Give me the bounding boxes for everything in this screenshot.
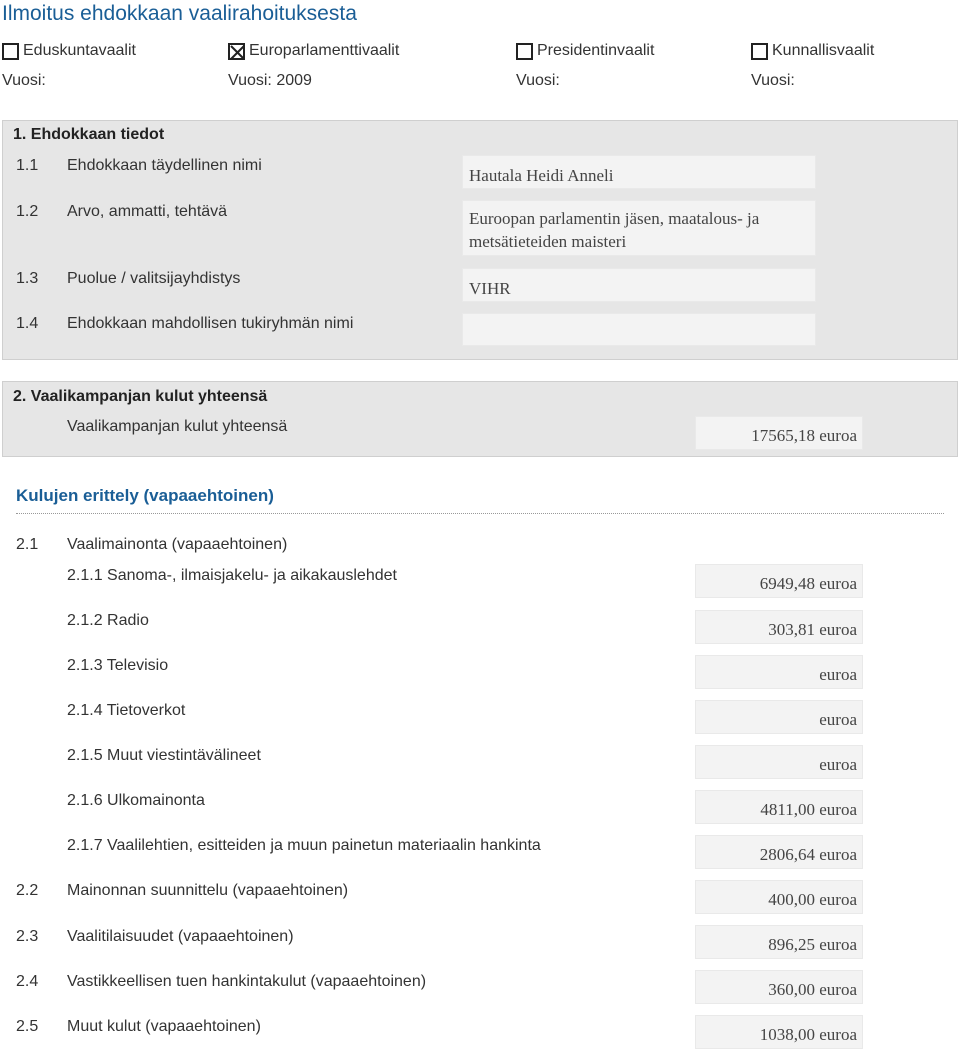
document-title: Ilmoitus ehdokkaan vaalirahoituksesta: [2, 2, 357, 25]
amount-field[interactable]: [695, 745, 863, 779]
checkbox-presidentinvaalit[interactable]: [516, 40, 654, 62]
year-eduskuntavaalit: Vuosi:: [2, 72, 46, 89]
row-label: Ehdokkaan täydellinen nimi: [67, 157, 262, 174]
row-label: Vaalitilaisuudet (vapaaehtoinen): [67, 928, 294, 945]
amount-value: 2806,64 euroa: [759, 845, 857, 864]
row-number: 2.2: [16, 882, 39, 899]
year-kunnallisvaalit: Vuosi:: [751, 72, 795, 89]
sub-item-label: 2.1.3 Televisio: [67, 657, 169, 674]
candidate-name-field[interactable]: [462, 155, 816, 189]
divider: [16, 513, 944, 514]
amount-field[interactable]: [695, 655, 863, 689]
checkbox-kunnallisvaalit[interactable]: [751, 40, 874, 62]
amount-value: euroa: [819, 665, 857, 684]
checkbox-label: Presidentinvaalit: [537, 42, 655, 59]
row-number: 1.4: [16, 315, 39, 332]
row-number: 2.3: [16, 928, 39, 945]
section-heading: 2. Vaalikampanjan kulut yhteensä: [13, 388, 268, 405]
field-value-line-1: Euroopan parlamentin jäsen, maatalous- ja: [469, 209, 760, 228]
row-label: Mainonnan suunnittelu (vapaaehtoinen): [67, 882, 349, 899]
row-label: Ehdokkaan mahdollisen tukiryhmän nimi: [67, 315, 354, 332]
amount-field[interactable]: [695, 835, 863, 869]
row-number: 1.2: [16, 203, 39, 220]
row-label: Vaalimainonta (vapaaehtoinen): [67, 536, 288, 553]
row-label: Vastikkeellisen tuen hankintakulut (vapaaehtoinen): [67, 973, 427, 990]
amount-field[interactable]: [695, 790, 863, 824]
checkbox-label: Eduskuntavaalit: [23, 42, 136, 59]
support-group-field[interactable]: [462, 313, 816, 346]
sub-item-label: 2.1.2 Radio: [67, 612, 149, 629]
amount-field[interactable]: [695, 564, 863, 598]
sub-item-label: 2.1.5 Muut viestintävälineet: [67, 747, 261, 764]
amount-field[interactable]: [695, 1015, 863, 1049]
amount-field[interactable]: [695, 700, 863, 734]
checkbox-europarlamenttivaalit[interactable]: [228, 40, 399, 62]
sub-item-label: 2.1.4 Tietoverkot: [67, 702, 186, 719]
row-number: 2.1: [16, 536, 39, 553]
row-label: Muut kulut (vapaaehtoinen): [67, 1018, 261, 1035]
amount-field[interactable]: [695, 970, 863, 1004]
amount-value: 17565,18 euroa: [751, 426, 857, 445]
sub-item-label: 2.1.6 Ulkomainonta: [67, 792, 205, 809]
checkbox-checked-icon: [228, 43, 245, 60]
breakdown-title: Kulujen erittely (vapaaehtoinen): [16, 486, 274, 505]
sub-item-label: 2.1.1 Sanoma-, ilmaisjakelu- ja aikakauslehdet: [67, 567, 397, 584]
row-label: Arvo, ammatti, tehtävä: [67, 203, 228, 220]
amount-field[interactable]: [695, 925, 863, 959]
year-presidentinvaalit: Vuosi:: [516, 72, 560, 89]
row-label: Puolue / valitsijayhdistys: [67, 270, 241, 287]
checkbox-label: Europarlamenttivaalit: [249, 42, 400, 59]
amount-field[interactable]: [695, 610, 863, 644]
checkbox-unchecked-icon: [751, 43, 768, 60]
row-number: 1.1: [16, 157, 39, 174]
checkbox-label: Kunnallisvaalit: [772, 42, 875, 59]
amount-value: 400,00 euroa: [768, 890, 857, 909]
field-value: Hautala Heidi Anneli: [469, 166, 614, 185]
checkbox-unchecked-icon: [516, 43, 533, 60]
amount-value: 1038,00 euroa: [759, 1025, 857, 1044]
row-number: 2.5: [16, 1018, 39, 1035]
amount-value: euroa: [819, 755, 857, 774]
amount-value: 896,25 euroa: [768, 935, 857, 954]
field-value-line-2: metsätieteiden maisteri: [469, 232, 627, 251]
checkbox-eduskuntavaalit[interactable]: [2, 40, 136, 62]
total-costs-label: Vaalikampanjan kulut yhteensä: [67, 418, 288, 435]
sub-item-label: 2.1.7 Vaalilehtien, esitteiden ja muun painetun materiaalin hankinta: [67, 837, 541, 854]
amount-field[interactable]: [695, 880, 863, 914]
year-europarlamenttivaalit: Vuosi: 2009: [228, 72, 312, 89]
amount-value: 360,00 euroa: [768, 980, 857, 999]
party-field[interactable]: [462, 268, 816, 302]
candidate-title-field[interactable]: [462, 200, 816, 256]
amount-value: 4811,00 euroa: [760, 800, 857, 819]
total-costs-field[interactable]: [695, 416, 863, 450]
amount-value: 303,81 euroa: [768, 620, 857, 639]
section-heading: 1. Ehdokkaan tiedot: [13, 126, 165, 143]
row-number: 1.3: [16, 270, 39, 287]
amount-value: euroa: [819, 710, 857, 729]
row-number: 2.4: [16, 973, 39, 990]
field-value: VIHR: [469, 279, 511, 298]
checkbox-unchecked-icon: [2, 43, 19, 60]
amount-value: 6949,48 euroa: [759, 574, 857, 593]
